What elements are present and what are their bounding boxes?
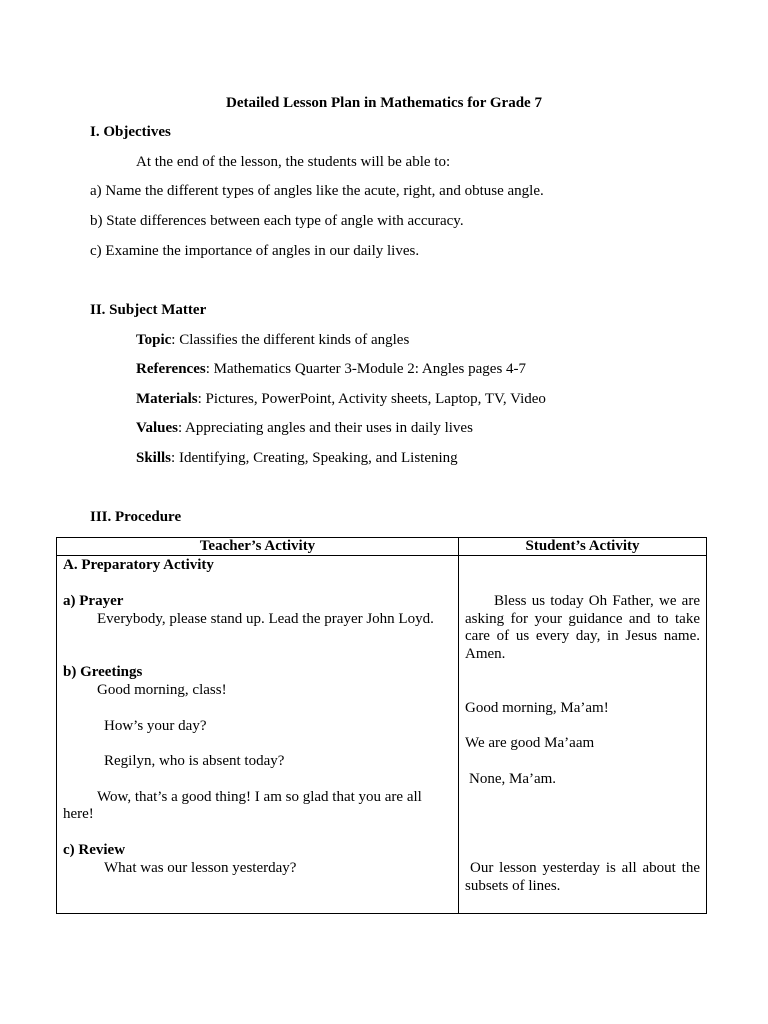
teacher-greeting-3: Regilyn, who is absent today?	[104, 753, 285, 769]
table-row	[57, 556, 707, 914]
table-header-row	[57, 538, 707, 556]
topic-value: : Classifies the different kinds of angles	[171, 332, 410, 348]
document-title: Detailed Lesson Plan in Mathematics for Grade 7	[226, 95, 542, 111]
teacher-greeting-4: Wow, that’s a good thing! I am so glad that you are all here!	[63, 789, 422, 822]
materials-value: : Pictures, PowerPoint, Activity sheets, Laptop, TV, Video	[197, 391, 546, 407]
subject-matter-topic	[136, 331, 409, 349]
subject-matter-values	[136, 419, 473, 437]
student-greeting-3: None, Ma’am.	[469, 771, 557, 787]
student-review-answer: Our lesson yesterday is all about the subsets of lines.	[465, 860, 700, 894]
objective-item-a: a) Name the different types of angles like the acute, right, and obtuse angle.	[90, 183, 544, 199]
review-heading: c) Review	[63, 842, 126, 858]
teacher-greeting-2: How’s your day?	[104, 718, 207, 734]
skills-value: : Identifying, Creating, Speaking, and Listening	[171, 450, 458, 466]
materials-label: Materials	[136, 391, 198, 407]
procedure-heading: III. Procedure	[90, 509, 182, 525]
greetings-heading: b) Greetings	[63, 664, 143, 680]
subject-matter-skills	[136, 449, 458, 467]
student-greeting-2: We are good Ma’aam	[465, 735, 595, 751]
subject-matter-references	[136, 360, 526, 378]
student-activity-header: Student’s Activity	[459, 538, 707, 556]
references-label: References	[136, 361, 206, 377]
objectives-heading: I. Objectives	[90, 124, 171, 140]
prayer-instruction: Everybody, please stand up. Lead the prayer John Loyd.	[97, 611, 434, 627]
student-greeting-1: Good morning, Ma’am!	[465, 700, 609, 716]
subject-matter-materials	[136, 390, 546, 408]
subject-matter-heading: II. Subject Matter	[90, 302, 207, 318]
objective-item-c: c) Examine the importance of angles in our daily lives.	[90, 243, 420, 259]
objectives-intro: At the end of the lesson, the students will be able to:	[136, 154, 451, 170]
objective-item-b: b) State differences between each type of angle with accuracy.	[90, 213, 464, 229]
teacher-activity-cell	[57, 556, 459, 914]
values-value: : Appreciating angles and their uses in daily lives	[177, 420, 473, 436]
teacher-greeting-1: Good morning, class!	[97, 682, 227, 698]
preparatory-activity-heading: A. Preparatory Activity	[63, 557, 214, 573]
references-value: : Mathematics Quarter 3-Module 2: Angles pages 4-7	[205, 361, 527, 377]
student-activity-cell	[459, 556, 707, 914]
topic-label: Topic	[136, 332, 172, 348]
review-question: What was our lesson yesterday?	[104, 860, 297, 876]
procedure-table	[56, 537, 707, 914]
student-prayer: Bless us today Oh Father, we are asking for your guidance and to take care of us every day, in Jesus name. Amen.	[465, 593, 700, 662]
teacher-activity-header: Teacher’s Activity	[57, 538, 459, 556]
skills-label: Skills	[136, 450, 172, 466]
values-label: Values	[136, 420, 178, 436]
prayer-heading: a) Prayer	[63, 593, 124, 609]
